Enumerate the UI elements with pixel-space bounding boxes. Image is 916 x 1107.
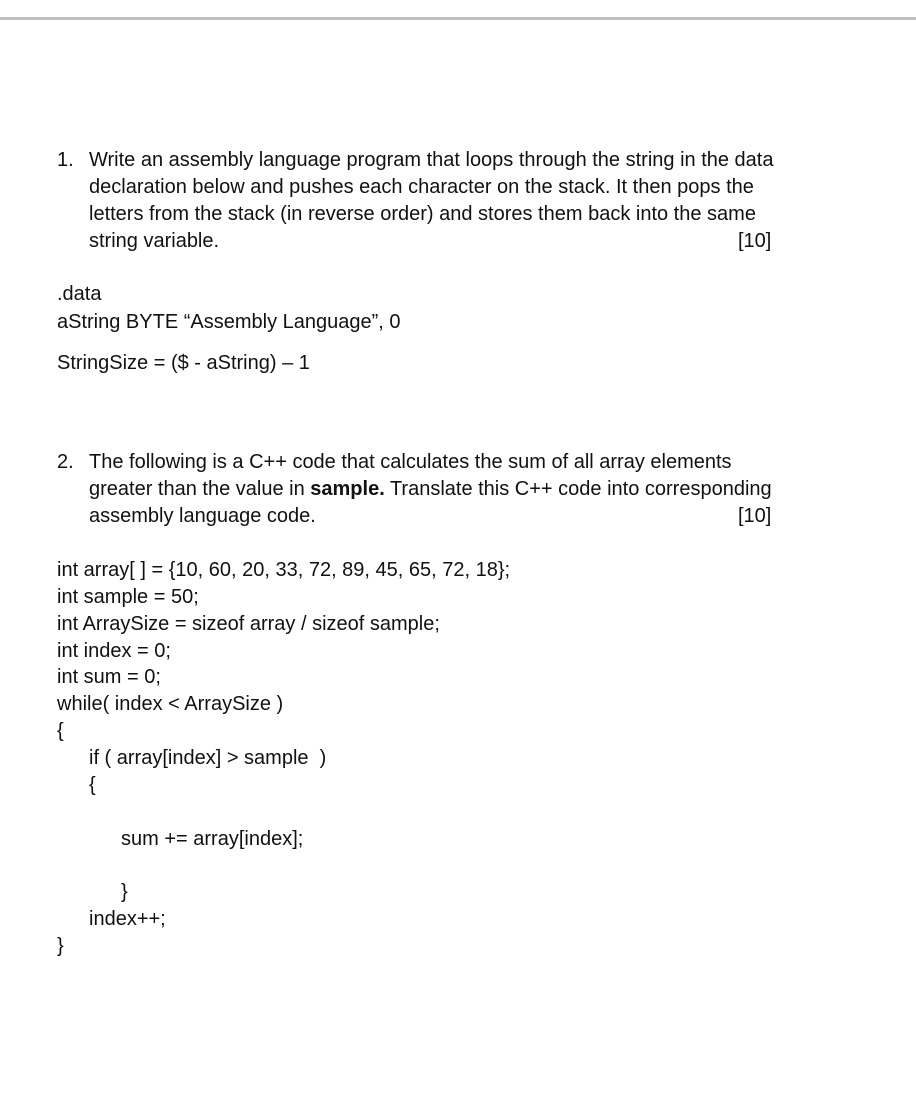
question-2-text-line	[89, 476, 772, 503]
code-line: int ArraySize = sizeof array / sizeof sample;	[57, 613, 440, 635]
question-1-text-line: declaration below and pushes each character on the stack. It then pops the	[89, 176, 754, 198]
code-line: {	[89, 774, 96, 796]
question-2-text-segment: Translate this C++ code into corresponding	[384, 478, 772, 500]
code-line: StringSize = ($ - aString) – 1	[57, 352, 310, 374]
question-2-number: 2.	[57, 451, 74, 473]
question-1-text-line: string variable.	[89, 230, 220, 252]
question-1-text-line: Write an assembly language program that loops through the string in the data	[89, 149, 774, 171]
code-line: int sample = 50;	[57, 586, 199, 608]
code-line: }	[57, 935, 64, 957]
top-divider	[0, 17, 916, 20]
code-line: }	[121, 881, 128, 903]
question-1-text-line: letters from the stack (in reverse order) and stores them back into the same	[89, 203, 756, 225]
question-2-bold-term: sample.	[310, 478, 385, 500]
question-1-marks: [10]	[738, 230, 772, 252]
code-line: sum += array[index];	[121, 828, 304, 850]
code-line: int sum = 0;	[57, 666, 161, 688]
question-2-text-segment: greater than the value in	[89, 478, 311, 500]
question-2-marks: [10]	[738, 505, 772, 527]
code-line: index++;	[89, 908, 166, 930]
code-line: if ( array[index] > sample )	[89, 747, 327, 769]
question-1-number: 1.	[57, 149, 74, 171]
question-2-text-line: The following is a C++ code that calculates the sum of all array elements	[89, 451, 732, 473]
code-line: while( index < ArraySize )	[57, 693, 284, 715]
question-2-text-line: assembly language code.	[89, 505, 316, 527]
code-line: {	[57, 720, 64, 742]
code-line: int array[ ] = {10, 60, 20, 33, 72, 89, 45, 65, 72, 18};	[57, 559, 511, 581]
code-line: aString BYTE “Assembly Language”, 0	[57, 311, 401, 333]
code-line: int index = 0;	[57, 640, 171, 662]
code-line: .data	[57, 283, 102, 305]
